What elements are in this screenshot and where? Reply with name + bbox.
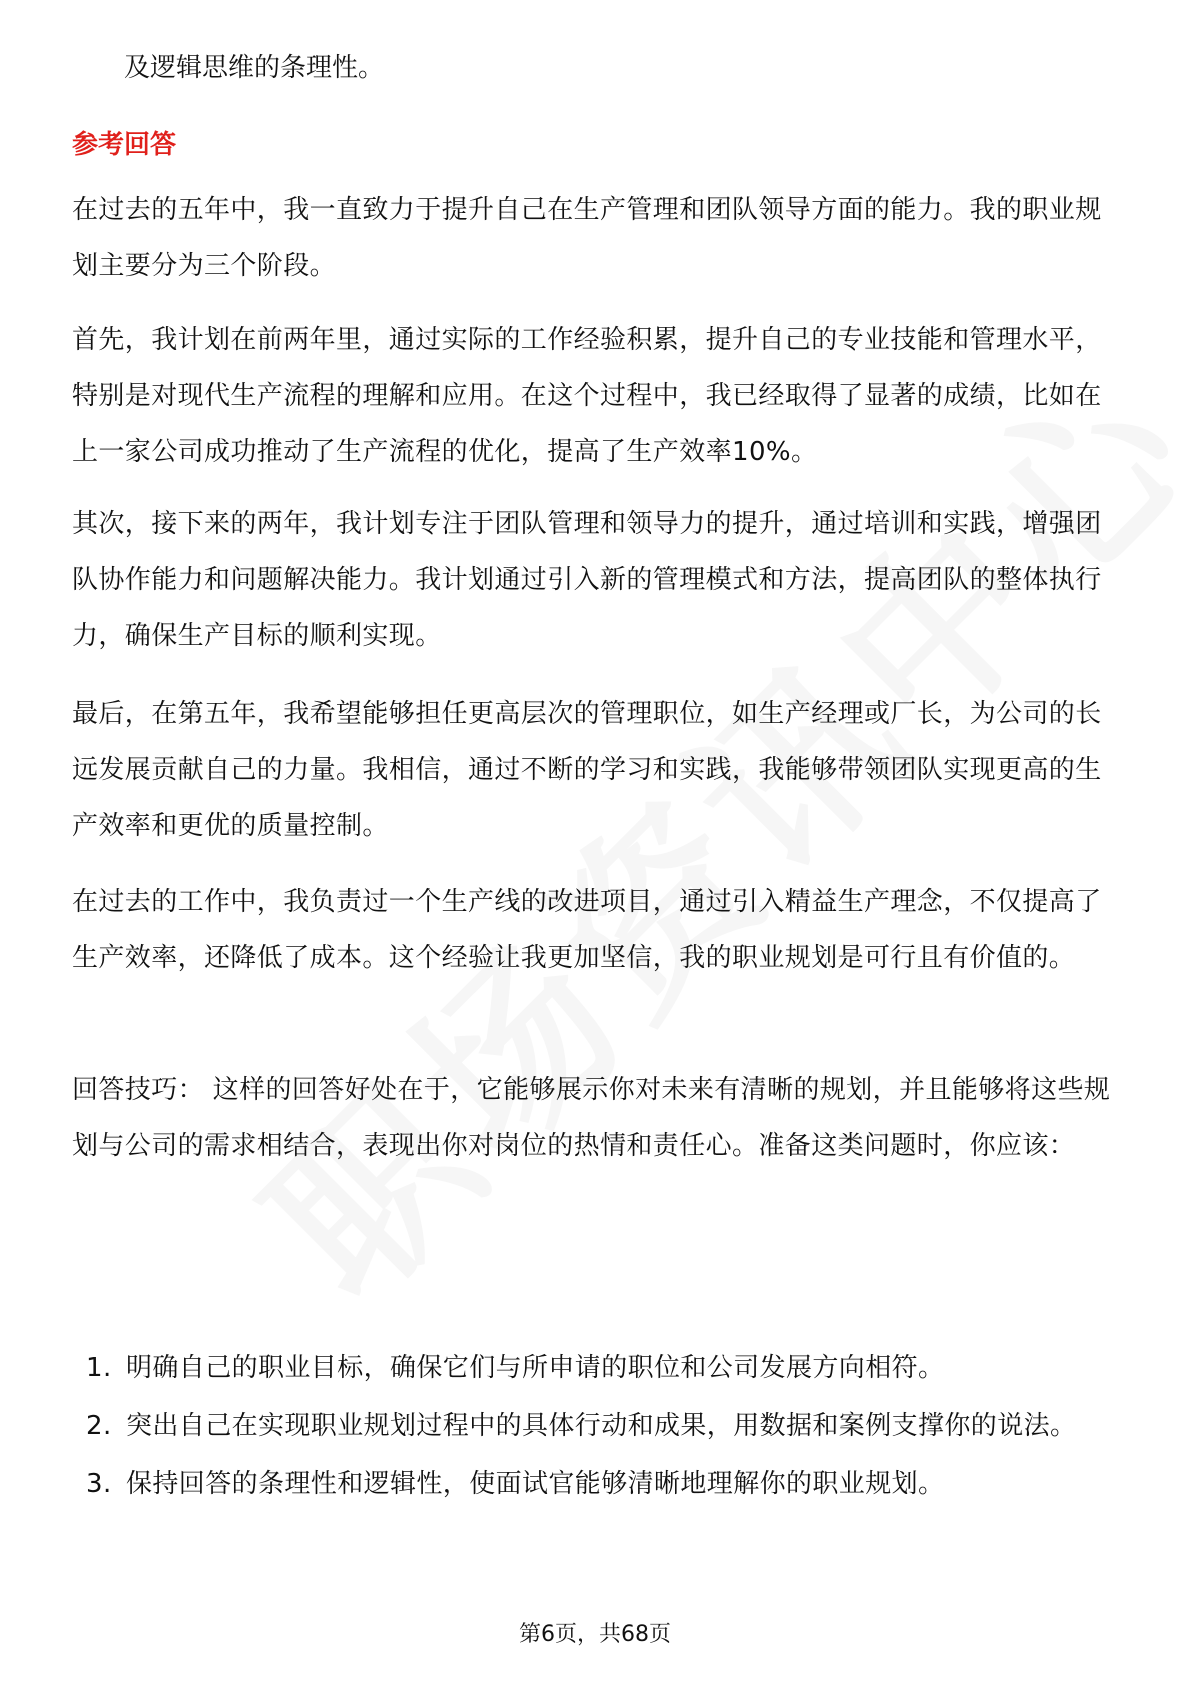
answer-tips-paragraph: 回答技巧： 这样的回答好处在于，它能够展示你对未来有清晰的规划，并且能够将这些规划与公司的需求相结合，表现出你对岗位的热情和责任心。准备这类问题时，你应该： [72, 1075, 1111, 1161]
list-number: 2. [86, 1411, 112, 1441]
list-item-text: 保持回答的条理性和逻辑性，使面试官能够清晰地理解你的职业规划。 [126, 1469, 945, 1499]
tips-list [72, 1340, 1122, 1514]
list-item [72, 1456, 1122, 1512]
list-number: 1. [86, 1353, 112, 1383]
continued-text: 及逻辑思维的条理性。 [124, 53, 385, 83]
paragraph-4: 最后，在第五年，我希望能够担任更高层次的管理职位，如生产经理或厂长，为公司的长远发展贡献自己的力量。我相信，通过不断的学习和实践，我能够带领团队实现更高的生产效率和更优的质量控制。 [72, 699, 1102, 841]
paragraph-2: 首先，我计划在前两年里，通过实际的工作经验积累，提升自己的专业技能和管理水平，特别是对现代生产流程的理解和应用。在这个过程中，我已经取得了显著的成绩，比如在上一家公司成功推动了生产流程的优化，提高了生产效率10%。 [72, 325, 1102, 467]
list-item-text: 突出自己在实现职业规划过程中的具体行动和成果，用数据和案例支撑你的说法。 [126, 1411, 1077, 1441]
page-footer: 第6页，共68页 [519, 1622, 671, 1647]
paragraph-5: 在过去的工作中，我负责过一个生产线的改进项目，通过引入精益生产理念，不仅提高了生产效率，还降低了成本。这个经验让我更加坚信，我的职业规划是可行且有价值的。 [72, 887, 1102, 973]
list-item [72, 1340, 1122, 1396]
list-item-text: 明确自己的职业目标，确保它们与所申请的职位和公司发展方向相符。 [126, 1353, 945, 1383]
paragraph-3: 其次，接下来的两年，我计划专注于团队管理和领导力的提升，通过培训和实践，增强团队协作能力和问题解决能力。我计划通过引入新的管理模式和方法，提高团队的整体执行力，确保生产目标的顺利实现。 [72, 509, 1102, 651]
list-item [72, 1398, 1122, 1454]
section-heading: 参考回答 [72, 130, 177, 160]
list-number: 3. [86, 1469, 112, 1499]
paragraph-1: 在过去的五年中，我一直致力于提升自己在生产管理和团队领导方面的能力。我的职业规划主要分为三个阶段。 [72, 195, 1102, 281]
